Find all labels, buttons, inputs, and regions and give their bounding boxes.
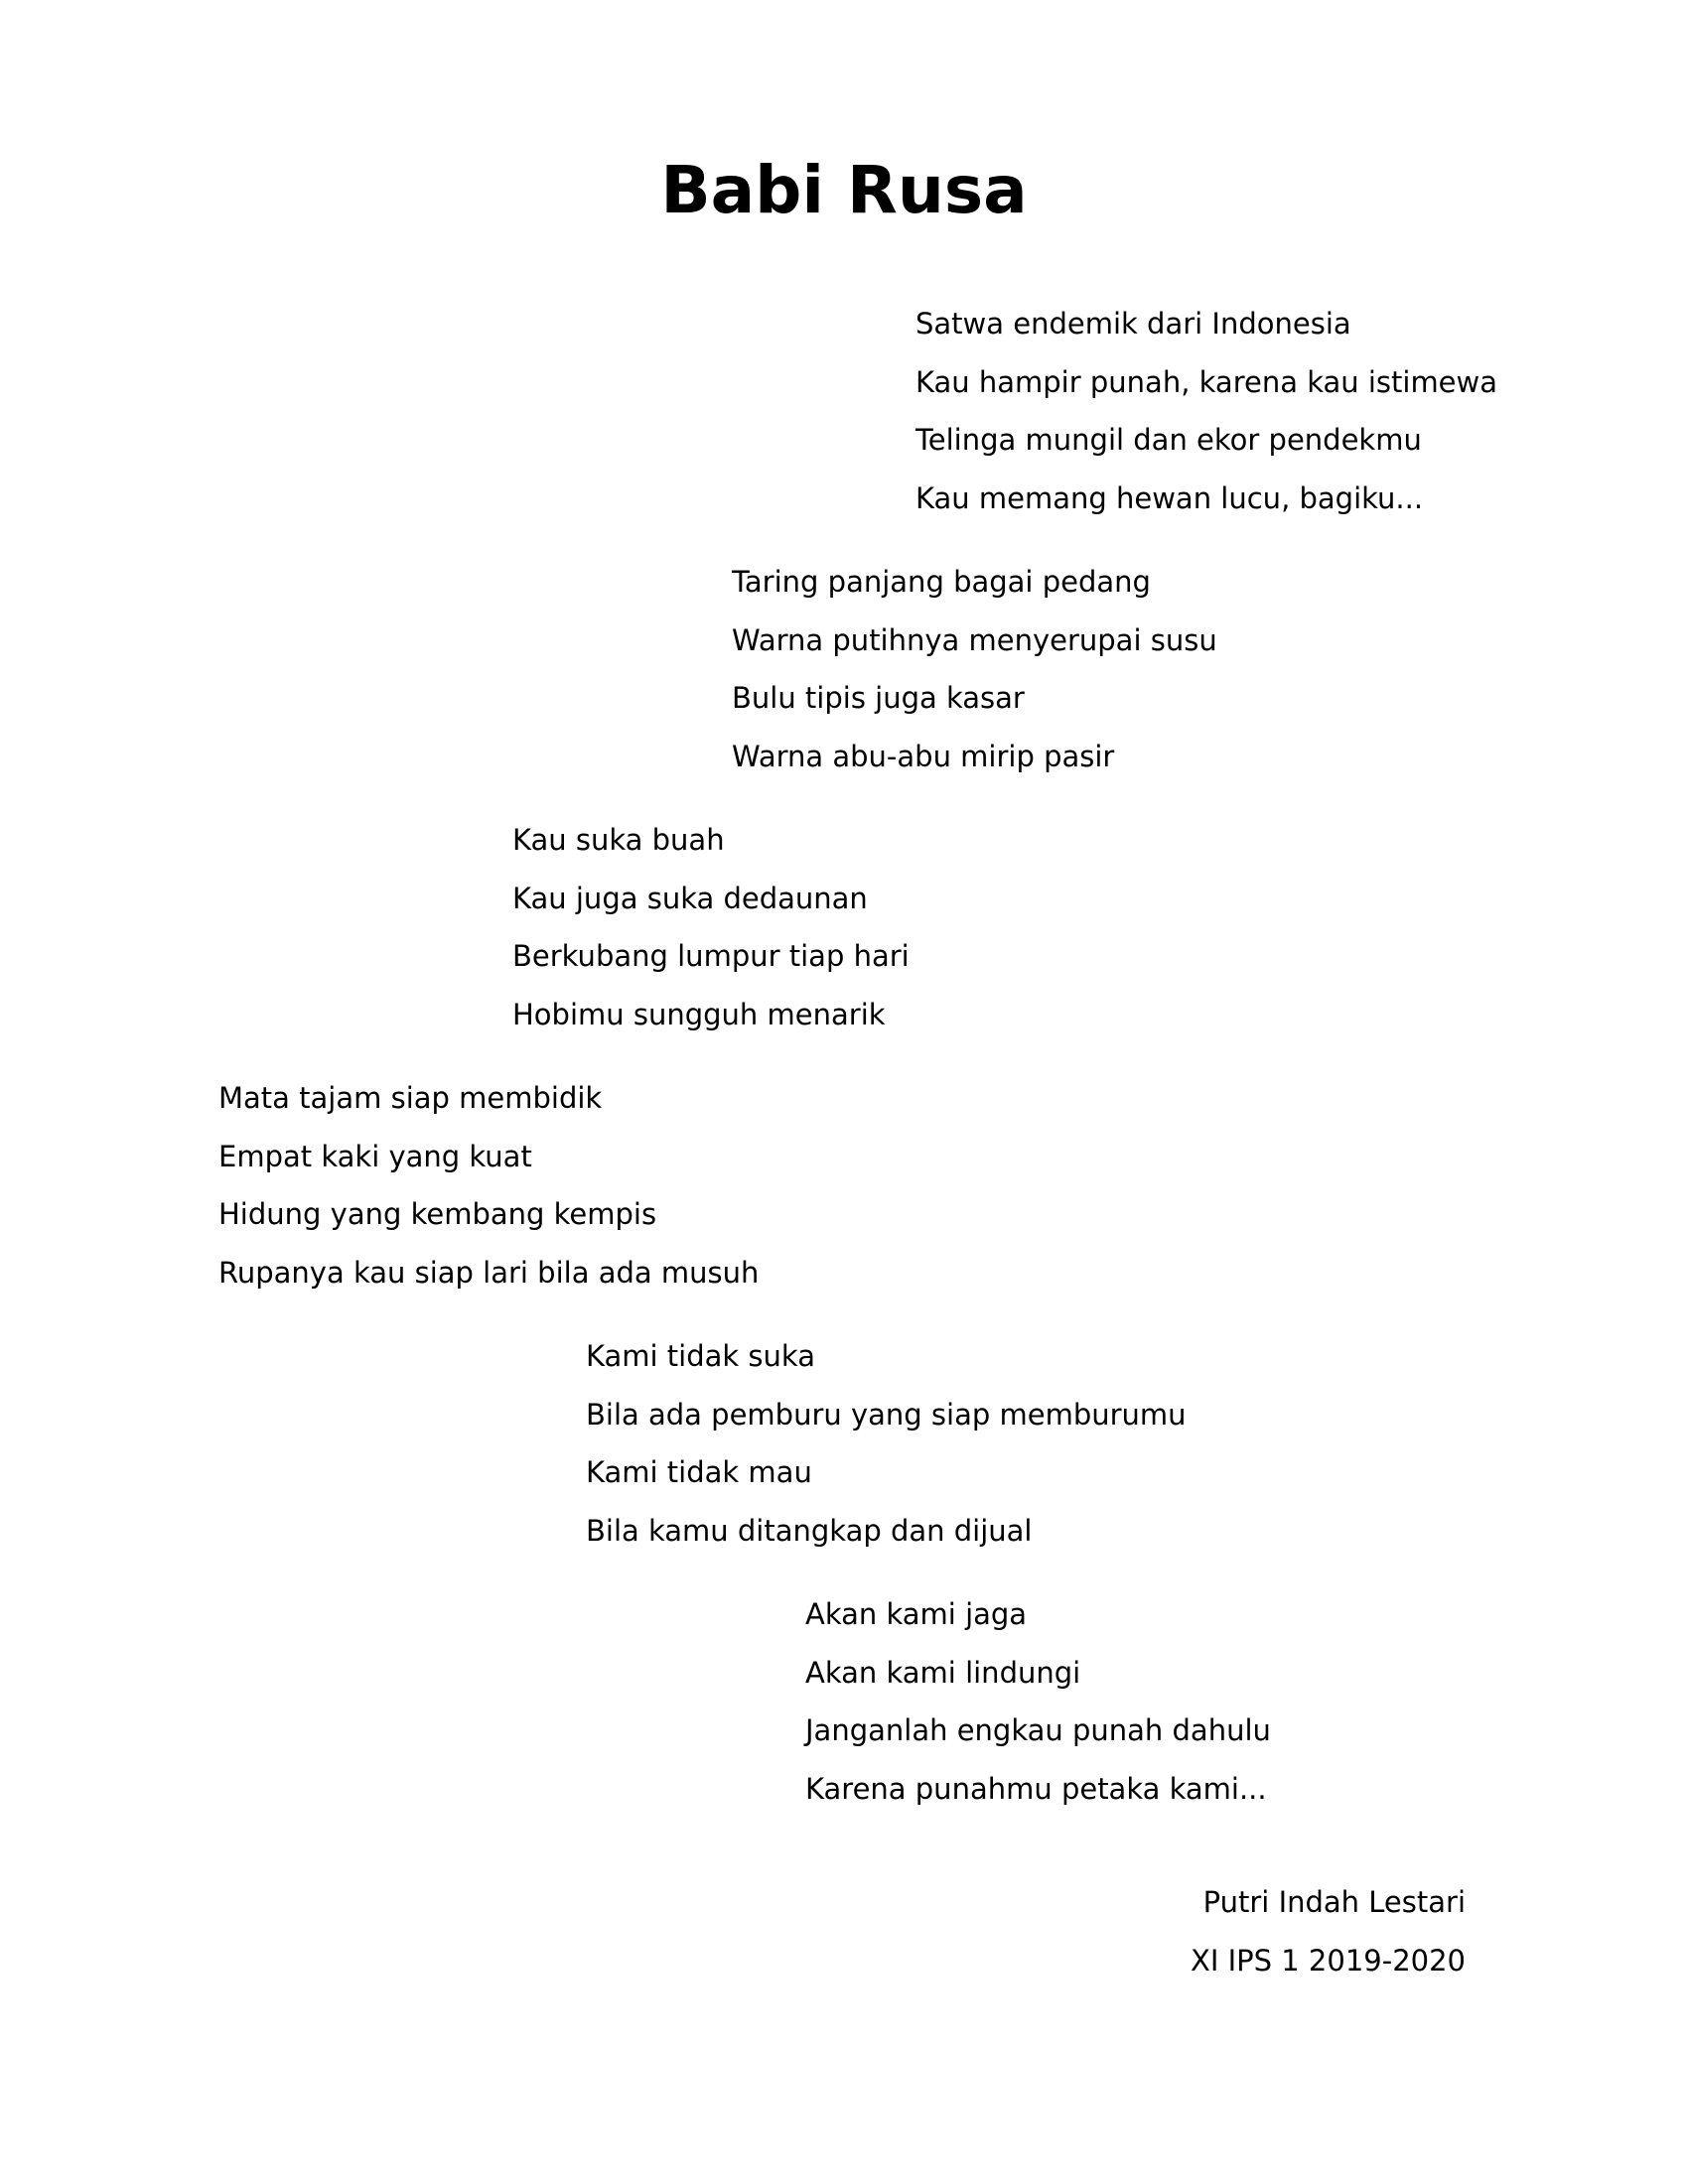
stanza — [512, 811, 910, 1043]
poem-line: Taring panjang bagai pedang — [732, 565, 1151, 599]
poem-line: Telinga mungil dan ekor pendekmu — [915, 423, 1422, 457]
poem-line: Akan kami jaga — [805, 1597, 1028, 1631]
author-class-year: XI IPS 1 2019-2020 — [1190, 1943, 1466, 1978]
stanza — [732, 553, 1217, 785]
poem-line: Kau memang hewan lucu, bagiku... — [915, 480, 1424, 515]
poem-line: Kau hampir punah, karena kau istimewa — [915, 364, 1498, 399]
poem-line: Janganlah engkau punah dahulu — [805, 1713, 1271, 1747]
poem-line: Akan kami lindungi — [805, 1655, 1081, 1690]
poem-line: Empat kaki yang kuat — [218, 1139, 532, 1173]
poem-title: Babi Rusa — [660, 152, 1028, 228]
poem-line: Bulu tipis juga kasar — [732, 681, 1025, 715]
poem-line: Berkubang lumpur tiap hari — [512, 939, 910, 973]
poem-line: Hidung yang kembang kempis — [218, 1197, 657, 1231]
stanza — [586, 1327, 1187, 1560]
author-signature — [1191, 1873, 1466, 1989]
poem-line: Mata tajam siap membidik — [218, 1081, 603, 1115]
poem-line: Bila ada pemburu yang siap memburumu — [586, 1397, 1187, 1432]
poem-line: Kami tidak mau — [586, 1455, 812, 1489]
stanza — [805, 1585, 1271, 1818]
poem-line: Warna putihnya menyerupai susu — [732, 622, 1217, 657]
poem-line: Satwa endemik dari Indonesia — [915, 307, 1351, 341]
stanza — [915, 295, 1497, 527]
poem-line: Karena punahmu petaka kami... — [805, 1771, 1267, 1806]
poem-line: Rupanya kau siap lari bila ada musuh — [218, 1255, 760, 1290]
poem-line: Bila kamu ditangkap dan dijual — [586, 1513, 1033, 1548]
poem-line: Kau juga suka dedaunan — [512, 881, 868, 915]
poem-line: Hobimu sungguh menarik — [512, 997, 886, 1031]
stanza — [218, 1069, 759, 1301]
author-name: Putri Indah Lestari — [1202, 1885, 1466, 1919]
poem-line: Kau suka buah — [512, 823, 725, 857]
poem-line: Kami tidak suka — [586, 1339, 815, 1373]
poem-line: Warna abu-abu mirip pasir — [732, 739, 1115, 773]
